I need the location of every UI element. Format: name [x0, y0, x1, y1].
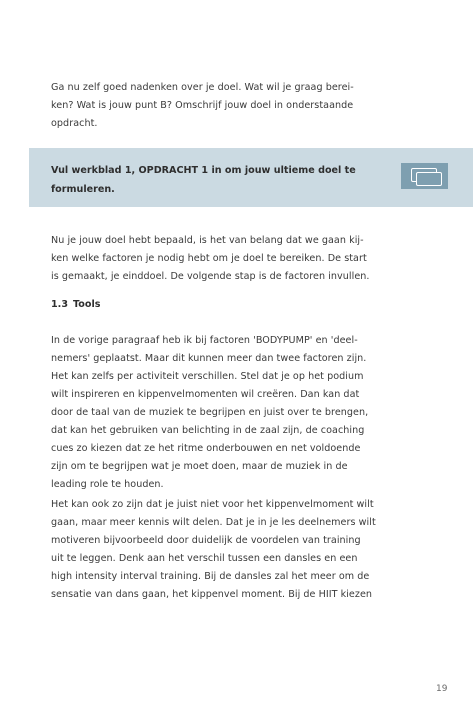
text-line: uit te leggen. Denk aan het verschil tussen een dansles en een [51, 553, 358, 564]
text-line: opdracht. [51, 118, 98, 129]
text-line: Het kan ook zo zijn dat je juist niet voor het kippenvelmoment wilt [51, 499, 374, 510]
callout-line: formuleren. [51, 184, 115, 195]
text-line: Ga nu zelf goed nadenken over je doel. Wat wil je graag berei- [51, 82, 354, 93]
assignment-callout [29, 148, 473, 207]
text-line: gaan, maar meer kennis wilt delen. Dat je in je les deelnemers wilt [51, 517, 376, 528]
text-line: nemers' geplaatst. Maar dit kunnen meer dan twee factoren zijn. [51, 353, 367, 364]
text-line: dat kan het gebruiken van belichting in de zaal zijn, de coaching [51, 425, 365, 436]
text-line: zijn om te begrijpen wat je moet doen, maar de muziek in de [51, 461, 348, 472]
text-line: Nu je jouw doel hebt bepaald, is het van belang dat we gaan kij- [51, 235, 364, 246]
callout-line: Vul werkblad 1, OPDRACHT 1 in om jouw ultieme doel te [51, 165, 356, 176]
text-line: ken welke factoren je nodig hebt om je doel te bereiken. De start [51, 253, 367, 264]
text-line: ken? Wat is jouw punt B? Omschrijf jouw doel in onderstaande [51, 100, 354, 111]
worksheet-front-shape [416, 172, 442, 186]
text-line: high intensity interval training. Bij de dansles zal het meer om de [51, 571, 370, 582]
text-line: leading role te houden. [51, 479, 164, 490]
section-number: 1.3 [51, 299, 68, 310]
text-line: cues zo kiezen dat ze het ritme onderbouwen en net voldoende [51, 443, 361, 454]
intro-paragraph [51, 79, 391, 133]
knowledge-paragraph [51, 496, 391, 604]
text-line: door de taal van de muziek te begrijpen en juist over te brengen, [51, 407, 369, 418]
text-line: motiveren bijvoorbeeld door duidelijk de voordelen van training [51, 535, 361, 546]
section-title: Tools [73, 299, 101, 310]
text-line: wilt inspireren en kippenvelmomenten wil creëren. Dan kan dat [51, 389, 360, 400]
text-line: sensatie van dans gaan, het kippenvel moment. Bij de HIIT kiezen [51, 589, 373, 600]
page-number: 19 [436, 684, 448, 694]
goal-paragraph [51, 232, 391, 286]
factors-paragraph [51, 332, 391, 494]
section-heading [51, 296, 100, 314]
text-line: Het kan zelfs per activiteit verschillen. Stel dat je op het podium [51, 371, 364, 382]
text-line: In de vorige paragraaf heb ik bij factoren 'BODYPUMP' en 'deel- [51, 335, 358, 346]
worksheet-icon [401, 163, 448, 189]
text-line: is gemaakt, je einddoel. De volgende stap is de factoren invullen. [51, 271, 370, 282]
callout-text [51, 161, 371, 199]
